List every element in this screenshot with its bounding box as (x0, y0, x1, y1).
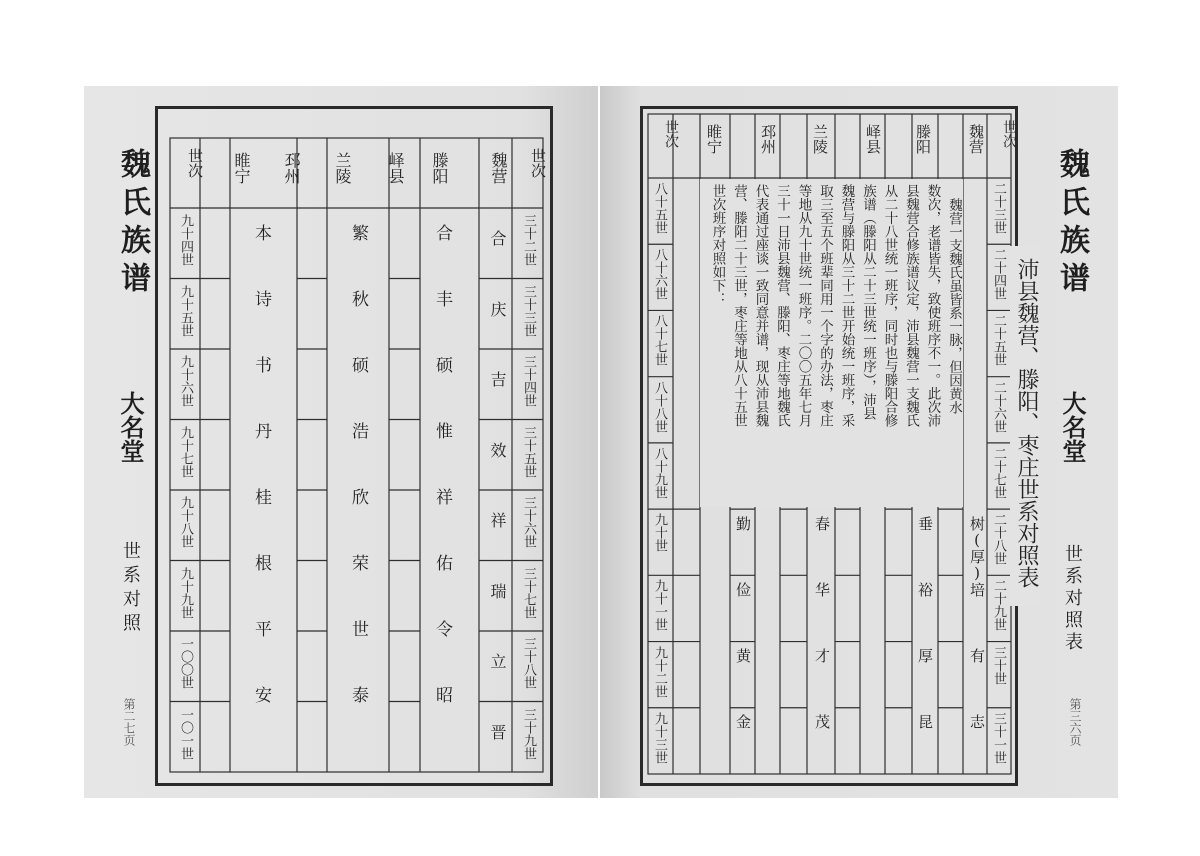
lanling-cell: 春 (813, 516, 831, 531)
page-number: 第三六页 (1068, 698, 1082, 746)
hall-name: 大名堂 (116, 391, 144, 463)
lanling-cell: 才 (813, 648, 831, 663)
weiying-cell: 庆 (488, 300, 507, 317)
header-shici: 世次 (186, 148, 204, 178)
intro-table-title: 沛县魏营、滕阳、枣庄世系对照表 (1014, 258, 1039, 588)
lanling-cell: 繁 (348, 224, 368, 241)
suining-cell: 本 (251, 224, 271, 241)
generation-left-cell: 九十世 (652, 513, 667, 553)
section-title: 世系对照表 (1062, 544, 1083, 654)
generation-right-cell: 二十六世 (991, 380, 1006, 433)
generation-left-cell: 八十九世 (652, 446, 667, 499)
weiying-cell: 合 (488, 230, 507, 246)
weiying-cell: 瑞 (488, 582, 507, 599)
tengyang-cell: 昭 (432, 686, 452, 703)
right-page (600, 86, 1118, 798)
suining-cell: 俭 (734, 582, 752, 597)
generation-left-cell: 九十九世 (178, 566, 193, 619)
weiying-cell: 有 (968, 648, 986, 663)
header-weiying: 魏营 (489, 152, 508, 184)
suining-cell: 安 (251, 686, 271, 703)
header-shici-right: 世次 (1001, 120, 1017, 148)
generation-right-cell: 二十七世 (991, 446, 1006, 499)
generation-left-cell: 一〇〇世 (178, 637, 193, 689)
tengyang-cell: 佑 (432, 554, 452, 571)
header-yixian: 峄县 (386, 152, 405, 184)
lanling-cell: 荣 (348, 554, 368, 571)
intro-paragraph-line: 三十一日沛县魏营、滕阳、枣庄等地魏氏 (774, 184, 790, 427)
header-lanling: 兰陵 (811, 124, 829, 154)
intro-paragraph-line: 代表通过座谈一致同意并谱，现从沛县魏 (752, 184, 769, 427)
header-weiying: 魏营 (967, 124, 985, 154)
tengyang-cell: 垂 (916, 516, 934, 531)
generation-left-cell: 八十六世 (652, 248, 667, 301)
weiying-cell: 树(厚) (968, 516, 986, 582)
header-lanling: 兰陵 (333, 152, 352, 184)
weiying-cell: 志 (968, 714, 986, 729)
generation-right-cell: 三十九世 (521, 707, 536, 760)
header-tengyang: 滕阳 (914, 124, 932, 154)
intro-paragraph-line: 世次班序对照如下： (709, 184, 726, 306)
tengyang-cell: 令 (432, 620, 452, 637)
header-pizhou: 邳州 (282, 152, 301, 184)
page-number: 第二七页 (122, 698, 136, 746)
book-title: 魏氏族谱 (115, 148, 150, 300)
generation-right-cell: 三十二世 (521, 214, 536, 266)
generation-left-cell: 九十六世 (178, 355, 193, 407)
header-pizhou: 邳州 (759, 124, 777, 154)
intro-paragraph-line: 县魏营合修族谱议定，沛县魏营一支魏氏 (903, 184, 919, 427)
weiying-cell: 吉 (488, 371, 507, 387)
generation-left-cell: 九十二世 (652, 645, 667, 698)
intro-paragraph-line: 取三至五个班辈同用一个字的办法，枣庄 (817, 184, 833, 427)
intro-paragraph-line: 族谱（滕阳从二十三世统一班序），沛县 (860, 184, 876, 421)
suining-cell: 平 (251, 620, 271, 637)
generation-left-cell: 九十一世 (652, 579, 667, 632)
suining-cell: 根 (251, 554, 271, 571)
left-page (84, 86, 598, 798)
generation-left-cell: 九十三世 (652, 711, 667, 764)
header-suining: 睢宁 (232, 152, 251, 184)
generation-left-cell: 九十七世 (178, 425, 193, 478)
header-shici-right: 世次 (529, 148, 547, 178)
lanling-cell: 世 (348, 620, 368, 637)
generation-left-cell: 八十五世 (652, 182, 667, 234)
lanling-cell: 华 (813, 582, 831, 597)
intro-paragraph-line: 营、滕阳二十三世，枣庄等地从八十五世 (731, 184, 747, 427)
intro-paragraph-line: 魏营一支魏氏虽皆系一脉，但因黄水 (946, 198, 962, 414)
suining-cell: 黄 (734, 648, 752, 663)
generation-left-cell: 九十四世 (178, 214, 193, 266)
generation-right-cell: 二十八世 (991, 513, 1006, 566)
hall-name: 大名堂 (1058, 391, 1086, 463)
header-suining: 睢宁 (705, 124, 723, 154)
generation-right-cell: 三十六世 (521, 496, 536, 548)
tengyang-cell: 惟 (432, 422, 452, 439)
generation-left-cell: 九十五世 (178, 284, 193, 337)
generation-right-cell: 三十八世 (521, 637, 536, 689)
weiying-cell: 培 (968, 582, 986, 597)
section-title: 世系对照 (120, 541, 141, 637)
generation-right-cell: 二十四世 (991, 248, 1006, 301)
lanling-cell: 泰 (348, 686, 368, 703)
tengyang-cell: 裕 (916, 582, 934, 597)
generation-left-cell: 八十七世 (652, 314, 667, 367)
weiying-cell: 晋 (488, 723, 507, 740)
generation-right-cell: 二十九世 (991, 579, 1006, 632)
lanling-cell: 浩 (348, 422, 368, 439)
intro-paragraph-line: 等地从九十世统一班序。二〇〇五年七月 (795, 184, 812, 427)
suining-cell: 丹 (251, 422, 271, 439)
suining-cell: 书 (251, 356, 271, 373)
generation-right-cell: 二十三世 (991, 182, 1006, 234)
tengyang-cell: 丰 (432, 290, 452, 307)
tengyang-cell: 硕 (432, 356, 452, 373)
generation-right-cell: 三十一世 (991, 711, 1006, 764)
weiying-cell: 祥 (488, 512, 507, 528)
generation-left-cell: 八十八世 (652, 380, 667, 433)
suining-cell: 诗 (251, 290, 271, 307)
book-title: 魏氏族谱 (1054, 148, 1089, 300)
weiying-cell: 立 (488, 653, 507, 669)
generation-right-cell: 三十四世 (521, 355, 536, 407)
generation-left-cell: 九十八世 (178, 496, 193, 548)
header-tengyang: 滕阳 (430, 152, 449, 184)
suining-cell: 勤 (734, 516, 752, 531)
weiying-cell: 效 (488, 441, 507, 458)
intro-paragraph-line: 魏营与滕阳从三十二世开始统一班序，采 (838, 184, 855, 427)
suining-cell: 金 (734, 714, 752, 729)
generation-left-cell: 一〇一世 (178, 707, 193, 760)
generation-right-cell: 三十五世 (521, 425, 536, 478)
generation-right-cell: 三十三世 (521, 284, 536, 337)
lanling-cell: 茂 (813, 714, 831, 729)
generation-right-cell: 三十世 (991, 645, 1006, 685)
suining-cell: 桂 (251, 488, 271, 505)
intro-paragraph-line: 从二十八世统一班序，同时也与滕阳合修 (881, 184, 898, 427)
lanling-cell: 秋 (348, 290, 368, 307)
header-yixian: 峄县 (864, 124, 882, 154)
tengyang-cell: 昆 (916, 714, 934, 729)
lanling-cell: 硕 (348, 356, 368, 373)
tengyang-cell: 祥 (432, 488, 452, 505)
header-shici: 世次 (663, 120, 679, 148)
lanling-cell: 欣 (348, 488, 368, 505)
tengyang-cell: 合 (432, 224, 452, 241)
tengyang-cell: 厚 (916, 648, 934, 663)
generation-right-cell: 三十七世 (521, 566, 536, 619)
generation-right-cell: 二十五世 (991, 314, 1006, 367)
intro-paragraph-line: 数次，老谱皆失，致使班序不一。此次沛 (924, 184, 941, 427)
